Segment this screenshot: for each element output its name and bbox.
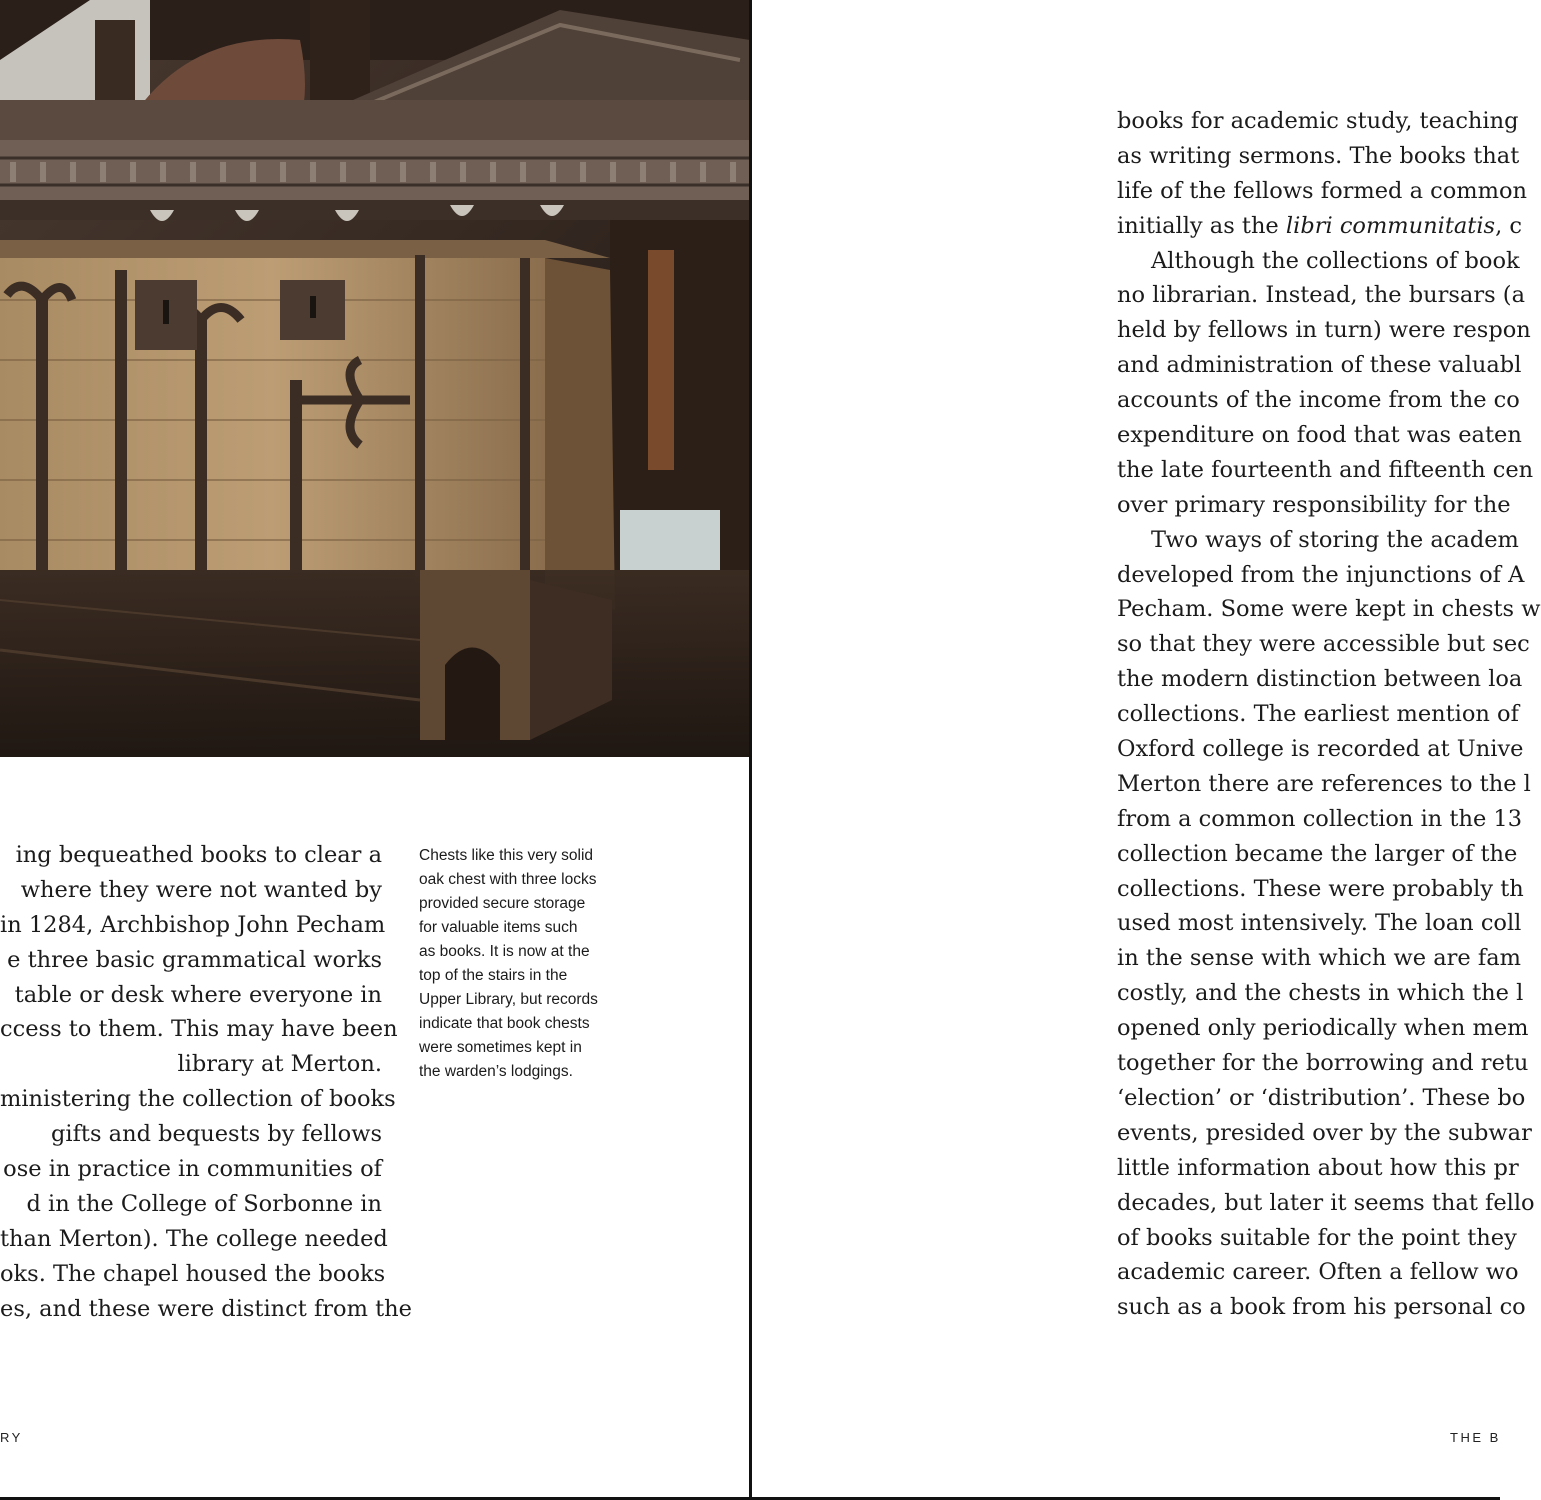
caption-line: for valuable items such [419,919,578,936]
text-line: in the sense with which we are fam [1117,945,1521,972]
caption-line: Upper Library, but records [419,991,598,1008]
text-line: collections. The earliest mention of [1117,701,1519,728]
text-line: little information about how this pr [1117,1154,1519,1181]
text-line [1117,209,1522,244]
text-line: academic career. Often a fellow wo [1117,1259,1519,1286]
text-line: developed from the injunctions of A [1117,561,1525,588]
caption-line: oak chest with three locks [419,871,597,888]
text-line: ose in practice in communities of [3,1156,382,1183]
caption-line: the warden’s lodgings. [419,1063,573,1080]
caption-line: were sometimes kept in [419,1039,582,1056]
text-line: ‘election’ or ‘distribution’. These bo [1117,1084,1526,1111]
text-line: costly, and the chests in which the l [1117,980,1524,1007]
text-line: books for academic study, teaching [1117,108,1519,134]
text-line: Oxford college is recorded at Unive [1117,736,1524,763]
text-line: ministering the collection of books [0,1086,396,1113]
text-line: such as a book from his personal co [1117,1294,1526,1321]
text-line: Pecham. Some were kept in chests w [1117,596,1541,623]
left-page [0,0,750,1500]
text-line: from a common collection in the 13 [1117,805,1523,832]
book-chest-photo [0,0,750,757]
text-line: together for the borrowing and retu [1117,1050,1529,1077]
text-line: expenditure on food that was eaten [1117,422,1522,449]
text-line: used most intensively. The loan coll [1117,910,1522,937]
left-body-text [0,838,412,1326]
text-line: of books suitable for the point they [1117,1224,1517,1251]
text-line: held by fellows in turn) were respon [1117,317,1531,344]
right-page [752,0,1541,1500]
running-footer-left: RY [0,1430,23,1445]
text-line: so that they were accessible but sec [1117,631,1530,658]
text-line: opened only periodically when mem [1117,1015,1529,1042]
text-line: accounts of the income from the co [1117,387,1520,414]
text-line: and administration of these valuabl [1117,352,1522,379]
text-line: events, presided over by the subwar [1117,1119,1532,1146]
text-line: over primary responsibility for the [1117,491,1511,518]
text-span: , c [1495,212,1522,239]
text-line: es, and these were distinct from the [0,1295,412,1322]
text-line: life of the fellows formed a common [1117,177,1528,204]
text-line: gifts and bequests by fellows [51,1121,382,1148]
text-span: initially as the [1117,212,1279,239]
text-line: library at Merton. [177,1051,382,1078]
text-line: where they were not wanted by [20,876,382,903]
text-line: d in the College of Sorbonne in [26,1190,382,1217]
caption-line: provided secure storage [419,895,586,912]
text-line: table or desk where everyone in [14,981,382,1008]
caption-line: as books. It is now at the [419,943,590,960]
text-line: the late fourteenth and fifteenth cen [1117,456,1534,483]
paragraph-start: Although the collections of book [1151,247,1520,274]
text-line: oks. The chapel housed the books [0,1260,386,1287]
paragraph-start: Two ways of storing the academ [1151,526,1519,553]
text-line: ing bequeathed books to clear a [15,842,382,868]
text-line: the modern distinction between loa [1117,666,1523,693]
text-line: Merton there are references to the l [1117,770,1531,797]
caption-line: Chests like this very solid [419,847,594,864]
text-line: in 1284, Archbishop John Pecham [0,911,386,938]
caption-line: top of the stairs in the [419,967,568,984]
text-line: no librarian. Instead, the bursars (a [1117,282,1525,309]
photo-caption [419,844,634,1084]
running-header-right: THE B [1450,1430,1501,1445]
text-line: than Merton). The college needed [0,1225,388,1252]
text-line: collections. These were probably th [1117,875,1524,902]
text-line: ccess to them. This may have been [0,1016,398,1043]
text-line: collection became the larger of the [1117,840,1518,867]
text-line: as writing sermons. The books that [1117,142,1520,169]
text-line: decades, but later it seems that fello [1117,1189,1535,1216]
caption-line: indicate that book chests [419,1015,590,1032]
text-line: e three basic grammatical works [7,946,382,973]
right-body-text [1117,104,1541,1325]
italic-term: libri communitatis [1285,212,1496,239]
